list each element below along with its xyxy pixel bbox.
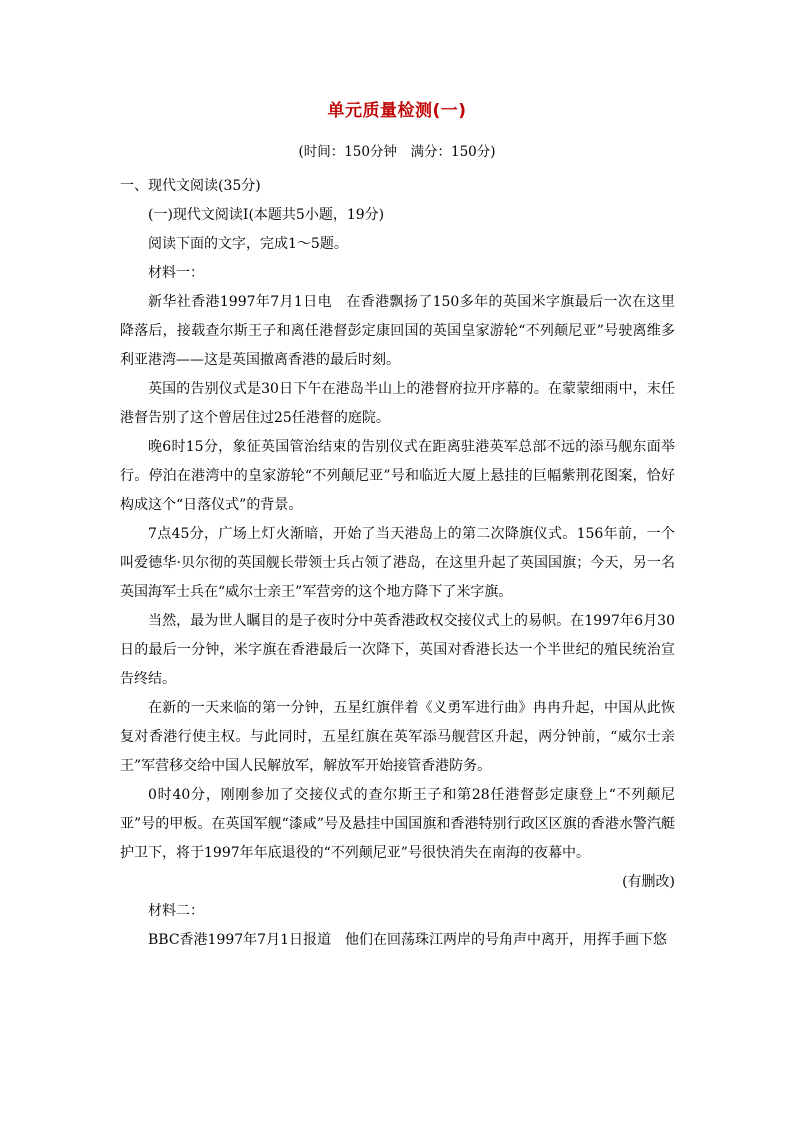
material-one-paragraph: 英国的告别仪式是30日下午在港岛半山上的港督府拉开序幕的。在蒙蒙细雨中，末任港督告别了这个曾居住过25任港督的庭院。 <box>120 381 675 426</box>
document-body <box>120 172 675 955</box>
section-heading: 一、现代文阅读(35分) <box>120 178 261 194</box>
material-one-paragraph: 晚6时15分，象征英国管治结束的告别仪式在距离驻港英军总部不远的添马舰东面举行。停泊在港湾中的皇家游轮“不列颠尼亚”号和临近大厦上悬挂的巨幅紫荆花图案，恰好构成这个“日落仪式”的背景。 <box>120 439 675 513</box>
page-title: 单元质量检测(一) <box>327 101 467 121</box>
reading-instruction: 阅读下面的文字，完成1～5题。 <box>148 236 348 252</box>
material-one-paragraph: 0时40分，刚刚参加了交接仪式的查尔斯王子和第28任港督彭定康登上“不列颠尼亚”号的甲板。在英国军舰“漆咸”号及悬挂中国国旗和香港特别行政区区旗的香港水警汽艇护卫下，将于1997年年底退役的“不列颠尼亚”号很快消失在南海的夜幕中。 <box>120 787 675 861</box>
material-one-paragraph: 当然，最为世人瞩目的是子夜时分中英香港政权交接仪式上的易帜。在1997年6月30日的最后一分钟，米字旗在香港最后一次降下，英国对香港长达一个半世纪的殖民统治宣告终结。 <box>120 613 675 687</box>
material-two-paragraph: BBC香港1997年7月1日报道 他们在回荡珠江两岸的号角声中离开，用挥手画下悠 <box>148 932 667 948</box>
material-one-paragraph: 新华社香港1997年7月1日电 在香港飘扬了150多年的英国米字旗最后一次在这里降落后，接载查尔斯王子和离任港督彭定康回国的英国皇家游轮“不列颠尼亚”号驶离维多利亚港湾——这是英国撤离香港的最后时刻。 <box>120 294 675 368</box>
material-one-paragraph: 在新的一天来临的第一分钟，五星红旗伴着《义勇军进行曲》冉冉升起，中国从此恢复对香港行使主权。与此同时，五星红旗在英军添马舰营区升起，两分钟前，“威尔士亲王”军营移交给中国人民解放军，解放军开始接管香港防务。 <box>120 700 675 774</box>
material-two-label: 材料二： <box>148 903 204 919</box>
source-note: (有删改) <box>622 874 675 890</box>
material-one-paragraph: 7点45分，广场上灯火渐暗，开始了当天港岛上的第二次降旗仪式。156年前，一个叫爱德华·贝尔彻的英国舰长带领士兵占领了港岛，在这里升起了英国国旗；今天，另一名英国海军士兵在“威尔士亲王”军营旁的这个地方降下了米字旗。 <box>120 526 675 600</box>
exam-time-score: (时间：150分钟 满分：150分) <box>298 144 496 160</box>
subsection-heading: (一)现代文阅读Ⅰ(本题共5小题，19分) <box>148 207 385 223</box>
material-one-label: 材料一： <box>148 265 204 281</box>
